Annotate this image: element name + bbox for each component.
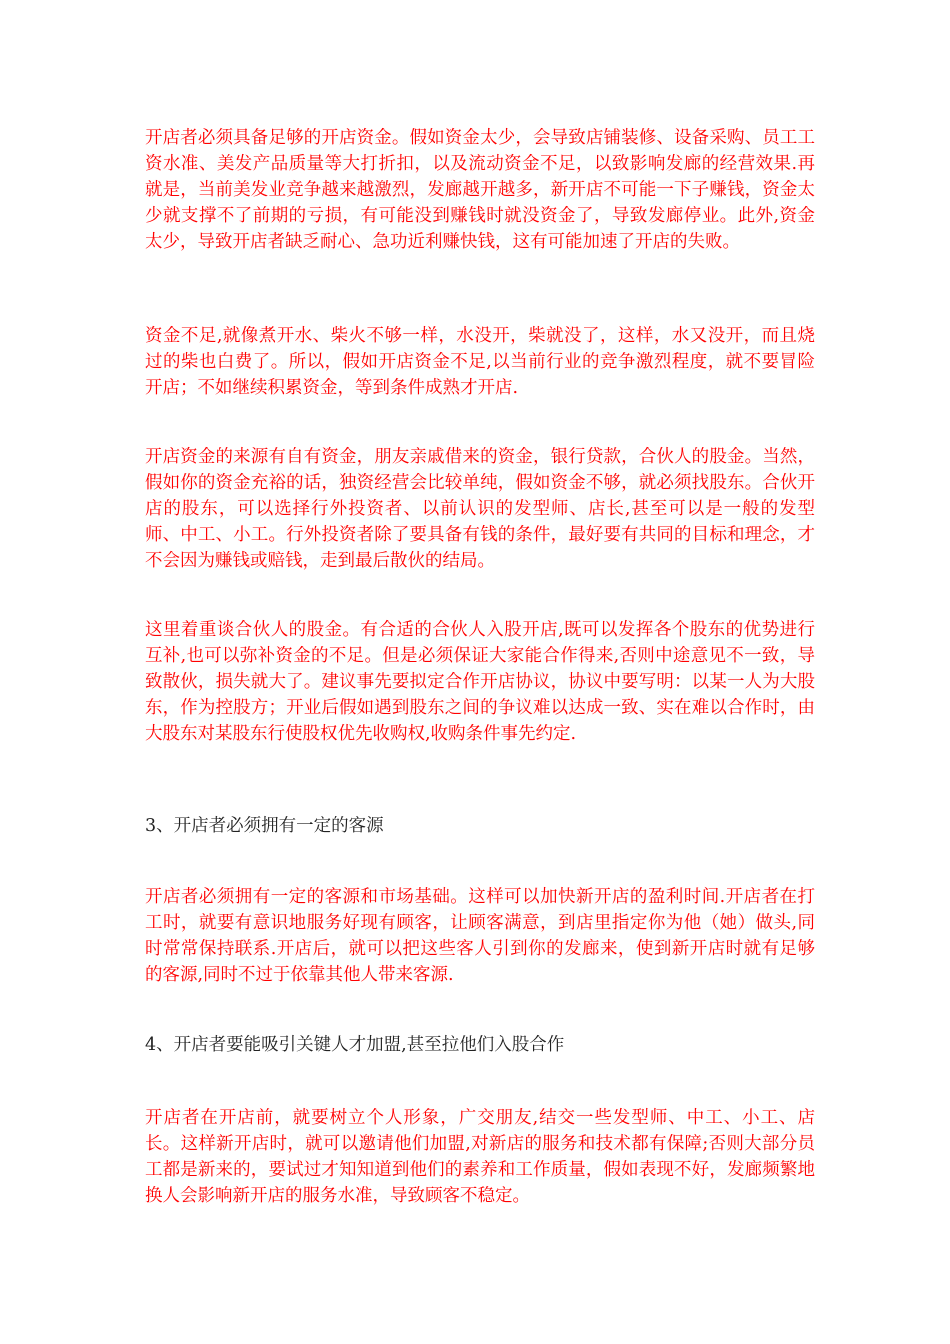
paragraph-key-talent: 开店者在开店前，就要树立个人形象，广交朋友,结交一些发型师、中工、小工、店长。这样新开店时，就可以邀请他们加盟,对新店的服务和技术都有保障;否则大部分员工都是新来的，要试过才知知道到他们的素养和工作质量，假如表现不好，发廊频繁地换人会影响新开店的服务水准，导致顾客不稳定。: [145, 1108, 815, 1206]
paragraph-customer-base: 开店者必须拥有一定的客源和市场基础。这样可以加快新开店的盈利时间.开店者在打工时，就要有意识地服务好现有顾客，让顾客满意，到店里指定你为他（她）做头,同时常常保持联系.开店后，就可以把这些客人引到你的发廊来，使到新开店时就有足够的客源,同时不过于依靠其他人带来客源.: [145, 887, 815, 985]
paragraph-partner-shares: 这里着重谈合伙人的股金。有合适的合伙人入股开店,既可以发挥各个股东的优势进行互补,也可以弥补资金的不足。但是必须保证大家能合作得来,否则中途意见不一致，导致散伙，损失就大了。建议事先要拟定合作开店协议，协议中要写明：以某一人为大股东，作为控股方；开业后假如遇到股东之间的争议难以达成一致、实在难以合作时，由大股东对某股东行使股权优先收购权,收购条件事先约定.: [145, 620, 815, 744]
paragraph-insufficient-funds: 资金不足,就像煮开水、柴火不够一样，水没开，柴就没了，这样，水又没开，而且烧过的柴也白费了。所以，假如开店资金不足,以当前行业的竞争激烈程度，就不要冒险开店；不如继续积累资金，等到条件成熟才开店.: [145, 326, 815, 398]
section-heading-4: 4、开店者要能吸引关键人才加盟,甚至拉他们入股合作: [145, 1035, 565, 1055]
paragraph-funding-sources: 开店资金的来源有自有资金，朋友亲戚借来的资金，银行贷款，合伙人的股金。当然，假如你的资金充裕的话，独资经营会比较单纯，假如资金不够，就必须找股东。合伙开店的股东，可以选择行外投资者、以前认识的发型师、店长,甚至可以是一般的发型师、中工、小工。行外投资者除了要具备有钱的条件，最好要有共同的目标和理念，才不会因为赚钱或赔钱，走到最后散伙的结局。: [145, 447, 815, 571]
section-heading-3: 3、开店者必须拥有一定的客源: [145, 816, 384, 836]
paragraph-funding-required: 开店者必须具备足够的开店资金。假如资金太少，会导致店铺装修、设备采购、员工工资水准、美发产品质量等大打折扣，以及流动资金不足，以致影响发廊的经营效果.再就是，当前美发业竞争越来越激烈，发廊越开越多，新开店不可能一下子赚钱，资金太少就支撑不了前期的亏损，有可能没到赚钱时就没资金了，导致发廊停业。此外,资金太少，导致开店者缺乏耐心、急功近利赚快钱，这有可能加速了开店的失败。: [145, 128, 815, 252]
